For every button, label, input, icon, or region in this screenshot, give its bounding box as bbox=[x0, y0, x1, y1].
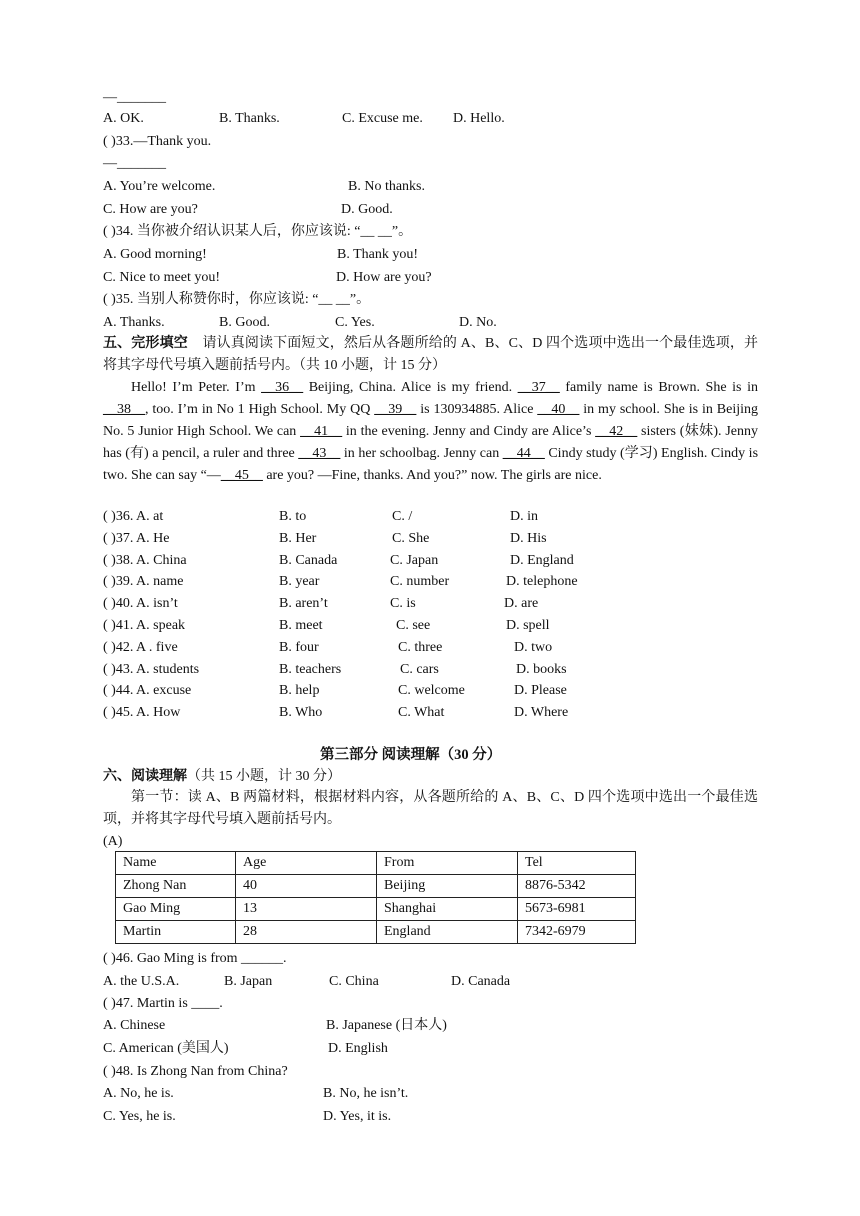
cloze-option: D. Where bbox=[514, 705, 569, 721]
cloze-option: C. Japan bbox=[390, 552, 439, 568]
table-header-cell: Age bbox=[236, 852, 377, 875]
option-46-a: A. the U.S.A. bbox=[103, 974, 180, 989]
option-34-b: B. Thank you! bbox=[337, 247, 419, 262]
cloze-blank: __38__ bbox=[103, 402, 145, 417]
option-35-d: D. No. bbox=[459, 315, 497, 330]
option-32-a: A. OK. bbox=[103, 111, 144, 126]
cloze-text: Cindy study (学习) English. Cindy is two. She can say “— bbox=[103, 446, 759, 483]
info-table bbox=[115, 851, 636, 944]
cloze-question-stem: ( )39. A. name bbox=[103, 574, 184, 590]
cloze-text: Beijing, China. Alice is my friend. bbox=[303, 380, 518, 395]
option-47-b: B. Japanese (日本人) bbox=[326, 1018, 447, 1033]
question-34-stem: ( )34. 当你被介绍认识某人后，你应该说: “__ __”。 bbox=[103, 224, 413, 239]
cloze-text: in her schoolbag. Jenny can bbox=[340, 446, 503, 461]
option-34-d: D. How are you? bbox=[336, 270, 432, 285]
answer-line-33: —_______ bbox=[103, 156, 166, 171]
table-cell: Shanghai bbox=[377, 898, 518, 921]
section-5-header bbox=[103, 333, 758, 377]
option-46-c: C. China bbox=[329, 974, 379, 989]
cloze-option: C. see bbox=[396, 618, 431, 633]
section-6-heading-note: （共 15 小题，计 30 分） bbox=[187, 769, 341, 784]
table-cell: Beijing bbox=[377, 875, 518, 898]
option-34-a: A. Good morning! bbox=[103, 247, 207, 262]
cloze-option: D. spell bbox=[506, 618, 550, 633]
cloze-blank: __36__ bbox=[261, 380, 304, 395]
option-33-c: C. How are you? bbox=[103, 202, 198, 217]
cloze-blank: __39__ bbox=[374, 402, 417, 417]
cloze-option: D. His bbox=[510, 530, 547, 546]
cloze-question-stem: ( )44. A. excuse bbox=[103, 683, 192, 699]
cloze-blank: __41__ bbox=[300, 424, 343, 439]
cloze-option: C. / bbox=[392, 509, 413, 524]
cloze-option: D. Please bbox=[514, 683, 567, 699]
section-6-instruction: 第一节：读 A、B 两篇材料，根据材料内容，从各题所给的 A、B、C、D 四个选项中选出一个最佳选项，并将其字母代号填入题前括号内。 bbox=[103, 790, 758, 827]
cloze-option: C. What bbox=[398, 705, 445, 721]
table-header-cell: From bbox=[377, 852, 518, 875]
question-48-stem: ( )48. Is Zhong Nan from China? bbox=[103, 1064, 288, 1079]
cloze-option: B. four bbox=[279, 639, 319, 655]
option-46-b: B. Japan bbox=[224, 974, 273, 989]
option-47-d: D. English bbox=[328, 1041, 388, 1056]
option-32-c: C. Excuse me. bbox=[342, 111, 423, 126]
cloze-text: , too. I’m in No 1 High School. My QQ bbox=[145, 402, 375, 417]
cloze-option: B. Who bbox=[279, 705, 323, 721]
question-35-stem: ( )35. 当别人称赞你时，你应该说: “__ __”。 bbox=[103, 292, 371, 307]
option-48-d: D. Yes, it is. bbox=[323, 1109, 392, 1124]
cloze-option: B. Canada bbox=[279, 552, 338, 568]
cloze-blank: __43__ bbox=[298, 446, 341, 461]
cloze-option: C. She bbox=[392, 530, 430, 546]
cloze-option: D. in bbox=[510, 509, 538, 524]
section-6-heading: 六、阅读理解 bbox=[103, 769, 187, 784]
table-cell: 8876-5342 bbox=[518, 875, 636, 898]
table-cell: Zhong Nan bbox=[116, 875, 236, 898]
cloze-option: D. two bbox=[514, 639, 553, 655]
cloze-option: B. meet bbox=[279, 618, 323, 633]
cloze-question-stem: ( )45. A. How bbox=[103, 705, 181, 721]
option-33-b: B. No thanks. bbox=[348, 179, 425, 194]
cloze-option: D. telephone bbox=[506, 574, 578, 590]
passage-a-label: (A) bbox=[103, 834, 123, 849]
table-cell: 40 bbox=[236, 875, 377, 898]
option-35-b: B. Good. bbox=[219, 315, 270, 330]
table-header-cell: Tel bbox=[518, 852, 636, 875]
cloze-option: B. Her bbox=[279, 530, 317, 546]
option-33-d: D. Good. bbox=[341, 202, 393, 217]
cloze-text: is 130934885. Alice bbox=[416, 402, 538, 417]
section-5-instruction: 请认真阅读下面短文，然后从各题所给的 A、B、C、D 四个选项中选出一个最佳选项，并将其字母代号填入题前括号内。（共 10 小题，计 15 分） bbox=[103, 336, 759, 373]
cloze-text: in my school. She is in Beijing No. 5 Junior High School. We can bbox=[103, 402, 759, 439]
cloze-text: in the evening. Jenny and Cindy are Alice’s bbox=[342, 424, 596, 439]
option-32-d: D. Hello. bbox=[453, 111, 505, 126]
table-cell: Martin bbox=[116, 921, 236, 944]
option-48-c: C. Yes, he is. bbox=[103, 1109, 176, 1124]
table-row bbox=[116, 921, 636, 944]
table-row bbox=[116, 875, 636, 898]
cloze-question-stem: ( )41. A. speak bbox=[103, 618, 186, 633]
table-header-cell: Name bbox=[116, 852, 236, 875]
question-33-stem: ( )33.—Thank you. bbox=[103, 134, 212, 149]
cloze-option: C. welcome bbox=[398, 683, 465, 699]
table-cell: 28 bbox=[236, 921, 377, 944]
cloze-option: C. number bbox=[390, 574, 450, 590]
cloze-passage bbox=[103, 377, 758, 487]
option-35-c: C. Yes. bbox=[335, 315, 375, 330]
cloze-option: B. to bbox=[279, 509, 307, 524]
option-47-c: C. American (美国人) bbox=[103, 1041, 229, 1056]
cloze-option: D. England bbox=[510, 552, 574, 568]
cloze-option: B. aren’t bbox=[279, 596, 328, 612]
cloze-option: B. year bbox=[279, 574, 320, 590]
cloze-blank: __45__ bbox=[220, 468, 263, 483]
cloze-question-stem: ( )36. A. at bbox=[103, 509, 164, 524]
question-47-stem: ( )47. Martin is ____. bbox=[103, 996, 223, 1011]
section-6-header bbox=[103, 768, 341, 786]
section-5-heading: 五、完形填空 bbox=[103, 336, 188, 351]
cloze-text: are you? —Fine, thanks. And you?” now. The girls are nice. bbox=[262, 468, 602, 483]
cloze-text: Hello! I’m Peter. I’m bbox=[131, 380, 262, 395]
option-33-a: A. You’re welcome. bbox=[103, 179, 216, 194]
option-48-b: B. No, he isn’t. bbox=[323, 1086, 409, 1101]
cloze-text: family name is Brown. She is in bbox=[559, 380, 758, 395]
table-cell: 13 bbox=[236, 898, 377, 921]
table-cell: Gao Ming bbox=[116, 898, 236, 921]
table-cell: 7342-6979 bbox=[518, 921, 636, 944]
cloze-option: C. is bbox=[390, 596, 416, 612]
cloze-option: D. are bbox=[504, 596, 539, 612]
table-row bbox=[116, 898, 636, 921]
answer-line-32: —_______ bbox=[103, 90, 166, 105]
cloze-blank: __40__ bbox=[537, 402, 580, 417]
cloze-option: D. books bbox=[516, 661, 567, 677]
cloze-question-stem: ( )43. A. students bbox=[103, 661, 200, 677]
table-cell: 5673-6981 bbox=[518, 898, 636, 921]
cloze-question-stem: ( )37. A. He bbox=[103, 530, 170, 546]
option-34-c: C. Nice to meet you! bbox=[103, 270, 221, 285]
cloze-question-stem: ( )38. A. China bbox=[103, 552, 187, 568]
question-46-stem: ( )46. Gao Ming is from ______. bbox=[103, 951, 287, 966]
cloze-blank: __37__ bbox=[517, 380, 560, 395]
option-32-b: B. Thanks. bbox=[219, 111, 280, 126]
cloze-text: sisters (妹妹). Jenny has (有) a pencil, a ruler and three bbox=[103, 424, 758, 461]
table-header-row bbox=[116, 852, 636, 875]
cloze-blank: __44__ bbox=[502, 446, 545, 461]
cloze-option: B. help bbox=[279, 683, 320, 699]
cloze-question-stem: ( )40. A. isn’t bbox=[103, 596, 178, 612]
cloze-blank: __42__ bbox=[595, 424, 638, 439]
option-48-a: A. No, he is. bbox=[103, 1086, 174, 1101]
cloze-question-stem: ( )42. A . five bbox=[103, 639, 178, 655]
option-35-a: A. Thanks. bbox=[103, 315, 165, 330]
option-47-a: A. Chinese bbox=[103, 1018, 166, 1033]
cloze-option: B. teachers bbox=[279, 661, 342, 677]
part-3-title: 第三部分 阅读理解（30 分） bbox=[320, 747, 502, 763]
option-46-d: D. Canada bbox=[451, 974, 511, 989]
cloze-option: C. cars bbox=[400, 661, 439, 677]
cloze-option: C. three bbox=[398, 639, 443, 655]
table-cell: England bbox=[377, 921, 518, 944]
